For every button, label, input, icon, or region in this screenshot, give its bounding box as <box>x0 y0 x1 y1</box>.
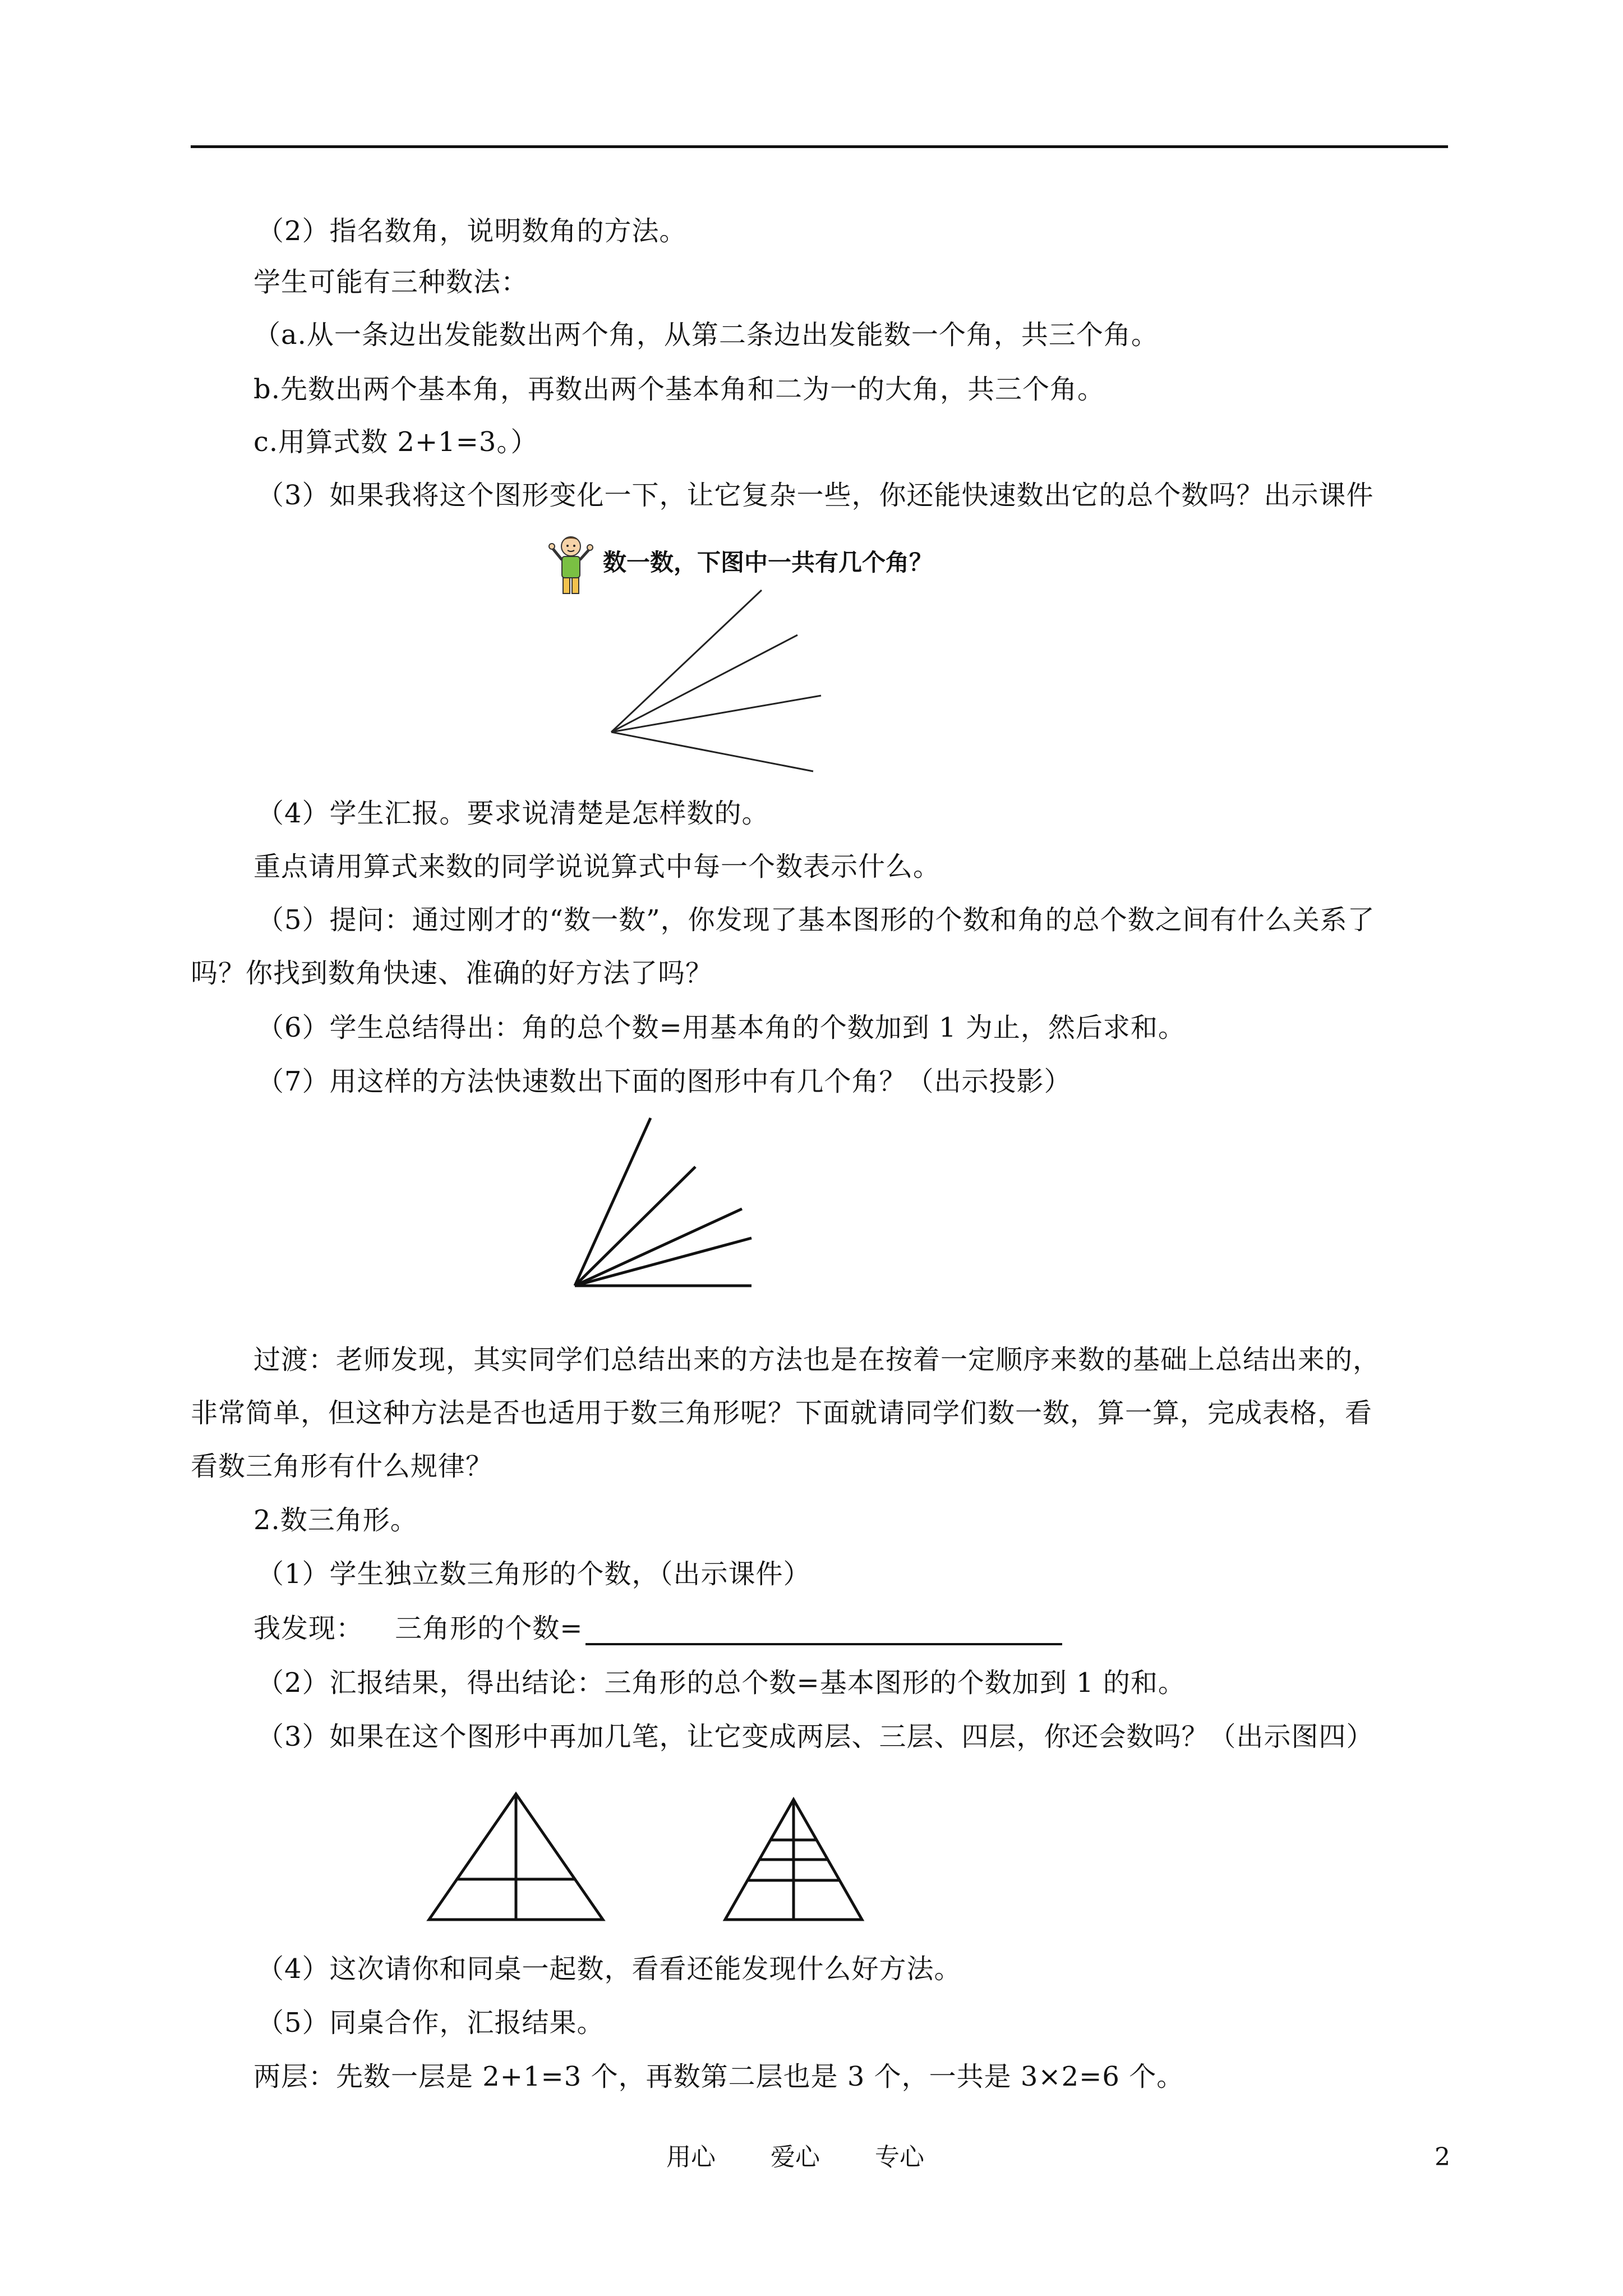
triangle-two-layers <box>423 1789 608 1924</box>
footer-word: 用心 <box>666 2143 716 2171</box>
footer-word: 专心 <box>875 2143 924 2171</box>
exercise-title: 数一数，下图中一共有几个角？ <box>603 549 933 576</box>
ray <box>575 1118 651 1286</box>
discovery-label: 三角形的个数= <box>395 1613 583 1644</box>
discovery-prefix: 我发现： <box>253 1613 364 1644</box>
header-rule <box>191 145 1448 148</box>
discovery-line <box>253 1612 1062 1645</box>
text-line: （6）学生总结得出：角的总个数=用基本角的个数加到 1 为止，然后求和。 <box>257 1012 1186 1043</box>
footer-words <box>666 2142 971 2173</box>
text-line: 非常简单，但这种方法是否也适用于数三角形呢？下面就请同学们数一数，算一算，完成表格，看 <box>191 1397 1373 1429</box>
text-line: （4）这次请你和同桌一起数，看看还能发现什么好方法。 <box>257 1953 962 1985</box>
answer-blank[interactable] <box>585 1614 1062 1645</box>
footer-word: 爱心 <box>771 2143 820 2171</box>
teacher-figure-icon <box>544 532 598 598</box>
text-line: （1）学生独立数三角形的个数，（出示课件） <box>257 1558 811 1590</box>
ray <box>611 732 813 771</box>
text-line: 学生可能有三种数法： <box>253 266 529 298</box>
text-line: （2）指名数角，说明数角的方法。 <box>257 215 687 247</box>
text-line: 看数三角形有什么规律？ <box>191 1451 494 1482</box>
ray <box>611 635 797 732</box>
page-number: 2 <box>1435 2143 1450 2171</box>
text-line: 2.数三角形。 <box>253 1504 418 1536</box>
text-line: （5）同桌合作，汇报结果。 <box>257 2007 605 2039</box>
ray <box>575 1167 695 1286</box>
text-line: （4）学生汇报。要求说清楚是怎样数的。 <box>257 798 769 829</box>
text-line: 重点请用算式来数的同学说说算式中每一个数表示什么。 <box>253 851 941 882</box>
angle-figure-4-rays <box>594 583 830 785</box>
text-line: （3）如果在这个图形中再加几笔，让它变成两层、三层、四层，你还会数吗？（出示图四） <box>257 1721 1374 1752</box>
ray <box>611 696 821 732</box>
text-line: （7）用这样的方法快速数出下面的图形中有几个角？（出示投影） <box>257 1066 1072 1097</box>
text-line: 过渡：老师发现，其实同学们总结出来的方法也是在按着一定顺序来数的基础上总结出来的， <box>253 1344 1381 1375</box>
text-line: 吗？你找到数角快速、准确的好方法了吗？ <box>191 958 713 989</box>
ray <box>611 590 762 732</box>
text-line: （3）如果我将这个图形变化一下，让它复杂一些，你还能快速数出它的总个数吗？出示课件 <box>257 480 1374 511</box>
text-line: 两层：先数一层是 2+1=3 个，再数第二层也是 3 个，一共是 3×2=6 个。 <box>253 2061 1184 2092</box>
text-line: c.用算式数 2+1=3。） <box>253 426 538 458</box>
triangle-four-layers <box>721 1795 866 1924</box>
text-line: （a.从一条边出发能数出两个角，从第二条边出发能数一个角，共三个角。 <box>253 319 1159 351</box>
text-line: （5）提问：通过刚才的“数一数”，你发现了基本图形的个数和角的总个数之间有什么关系了 <box>257 904 1375 936</box>
angle-figure-5-rays <box>564 1114 766 1299</box>
text-line: （2）汇报结果，得出结论：三角形的总个数=基本图形的个数加到 1 的和。 <box>257 1667 1186 1699</box>
text-line: b.先数出两个基本角，再数出两个基本角和二为一的大角，共三个角。 <box>253 374 1105 405</box>
